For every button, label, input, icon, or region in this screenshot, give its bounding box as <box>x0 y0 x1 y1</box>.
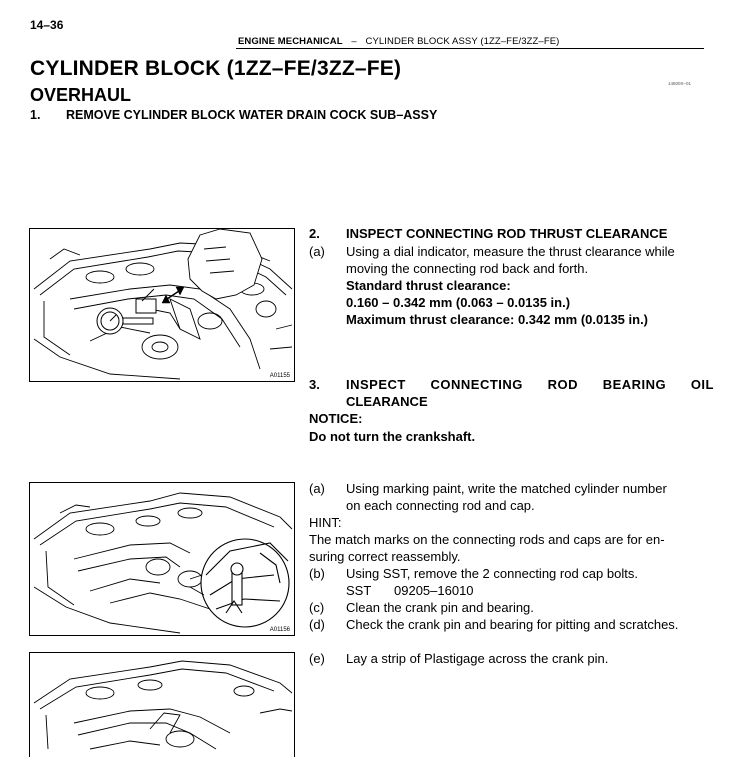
step-2a-line1: Using a dial indicator, measure the thrust clearance while <box>346 244 675 259</box>
standard-clearance-label: Standard thrust clearance: <box>346 278 511 293</box>
step-3d-label: (d) <box>309 617 325 632</box>
page-number: 14–36 <box>30 18 64 32</box>
step-3c-label: (c) <box>309 600 325 615</box>
step-3-title-line2: CLEARANCE <box>346 394 428 409</box>
page-subtitle: OVERHAUL <box>30 85 132 105</box>
step-1-text: REMOVE CYLINDER BLOCK WATER DRAIN COCK SUB–ASSY <box>66 108 438 122</box>
page-title: CYLINDER BLOCK (1ZZ–FE/3ZZ–FE) <box>30 57 402 80</box>
hint-line2: suring correct reassembly. <box>309 549 461 564</box>
step-3a-label: (a) <box>309 481 325 496</box>
step-2a-line2: moving the connecting rod back and forth. <box>346 261 589 276</box>
running-header <box>238 36 559 47</box>
step-2-title: INSPECT CONNECTING ROD THRUST CLEARANCE <box>346 226 668 241</box>
sst-line <box>309 582 750 599</box>
sst-value: 09205–16010 <box>394 583 474 598</box>
maximum-clearance: Maximum thrust clearance: 0.342 mm (0.0135 in.) <box>346 312 649 327</box>
step-3c-text: Clean the crank pin and bearing. <box>346 600 534 615</box>
step-3b-label: (b) <box>309 566 325 581</box>
step-3-number: 3. <box>309 377 320 392</box>
step-3e <box>309 650 714 667</box>
step-1-number: 1. <box>30 108 41 122</box>
step-3a-line1: Using marking paint, write the matched cylinder number <box>346 481 667 496</box>
figure-code: A01156 <box>269 627 290 633</box>
subsection-name: CYLINDER BLOCK ASSY (1ZZ–FE/3ZZ–FE) <box>365 36 560 47</box>
sst-label: SST <box>346 583 372 598</box>
step-2-heading <box>309 225 714 242</box>
figure-dial-indicator <box>29 228 295 382</box>
step-1 <box>30 108 437 122</box>
figure-plastigage <box>29 652 295 757</box>
hint-label: HINT: <box>309 515 342 530</box>
hint-line1: The match marks on the connecting rods and caps are for en- <box>309 532 665 547</box>
step-2a <box>309 243 714 260</box>
step-3b <box>309 565 714 582</box>
step-2-number: 2. <box>309 226 320 241</box>
step-3-heading <box>309 376 714 393</box>
step-3a-line2: on each connecting rod and cap. <box>346 498 535 513</box>
notice-label: NOTICE: <box>309 411 363 426</box>
step-3a <box>309 480 714 497</box>
step-3d <box>309 616 714 633</box>
header-rule <box>236 48 704 49</box>
step-3b-text: Using SST, remove the 2 connecting rod cap bolts. <box>346 566 638 581</box>
figure-code: A01155 <box>269 373 290 379</box>
step-3d-text: Check the crank pin and bearing for pitting and scratches. <box>346 617 679 632</box>
step-3e-text: Lay a strip of Plastigage across the crank pin. <box>346 651 609 666</box>
plastigage-crank-pin-illustration-icon <box>30 653 294 757</box>
reference-code: 14600X–01 <box>668 81 692 86</box>
step-3-title-line1: INSPECT CONNECTING ROD BEARING OIL <box>346 377 714 392</box>
step-2a-label: (a) <box>309 244 325 259</box>
figure-match-marks <box>29 482 295 636</box>
header-separator: – <box>351 36 357 47</box>
step-3e-label: (e) <box>309 651 325 666</box>
step-3c <box>309 599 714 616</box>
section-name: ENGINE MECHANICAL <box>238 36 343 47</box>
standard-clearance-value: 0.160 – 0.342 mm (0.063 – 0.0135 in.) <box>346 295 571 310</box>
connecting-rod-match-mark-illustration-icon <box>30 483 294 635</box>
dial-indicator-engine-illustration-icon <box>30 229 294 381</box>
notice-text: Do not turn the crankshaft. <box>309 429 476 444</box>
